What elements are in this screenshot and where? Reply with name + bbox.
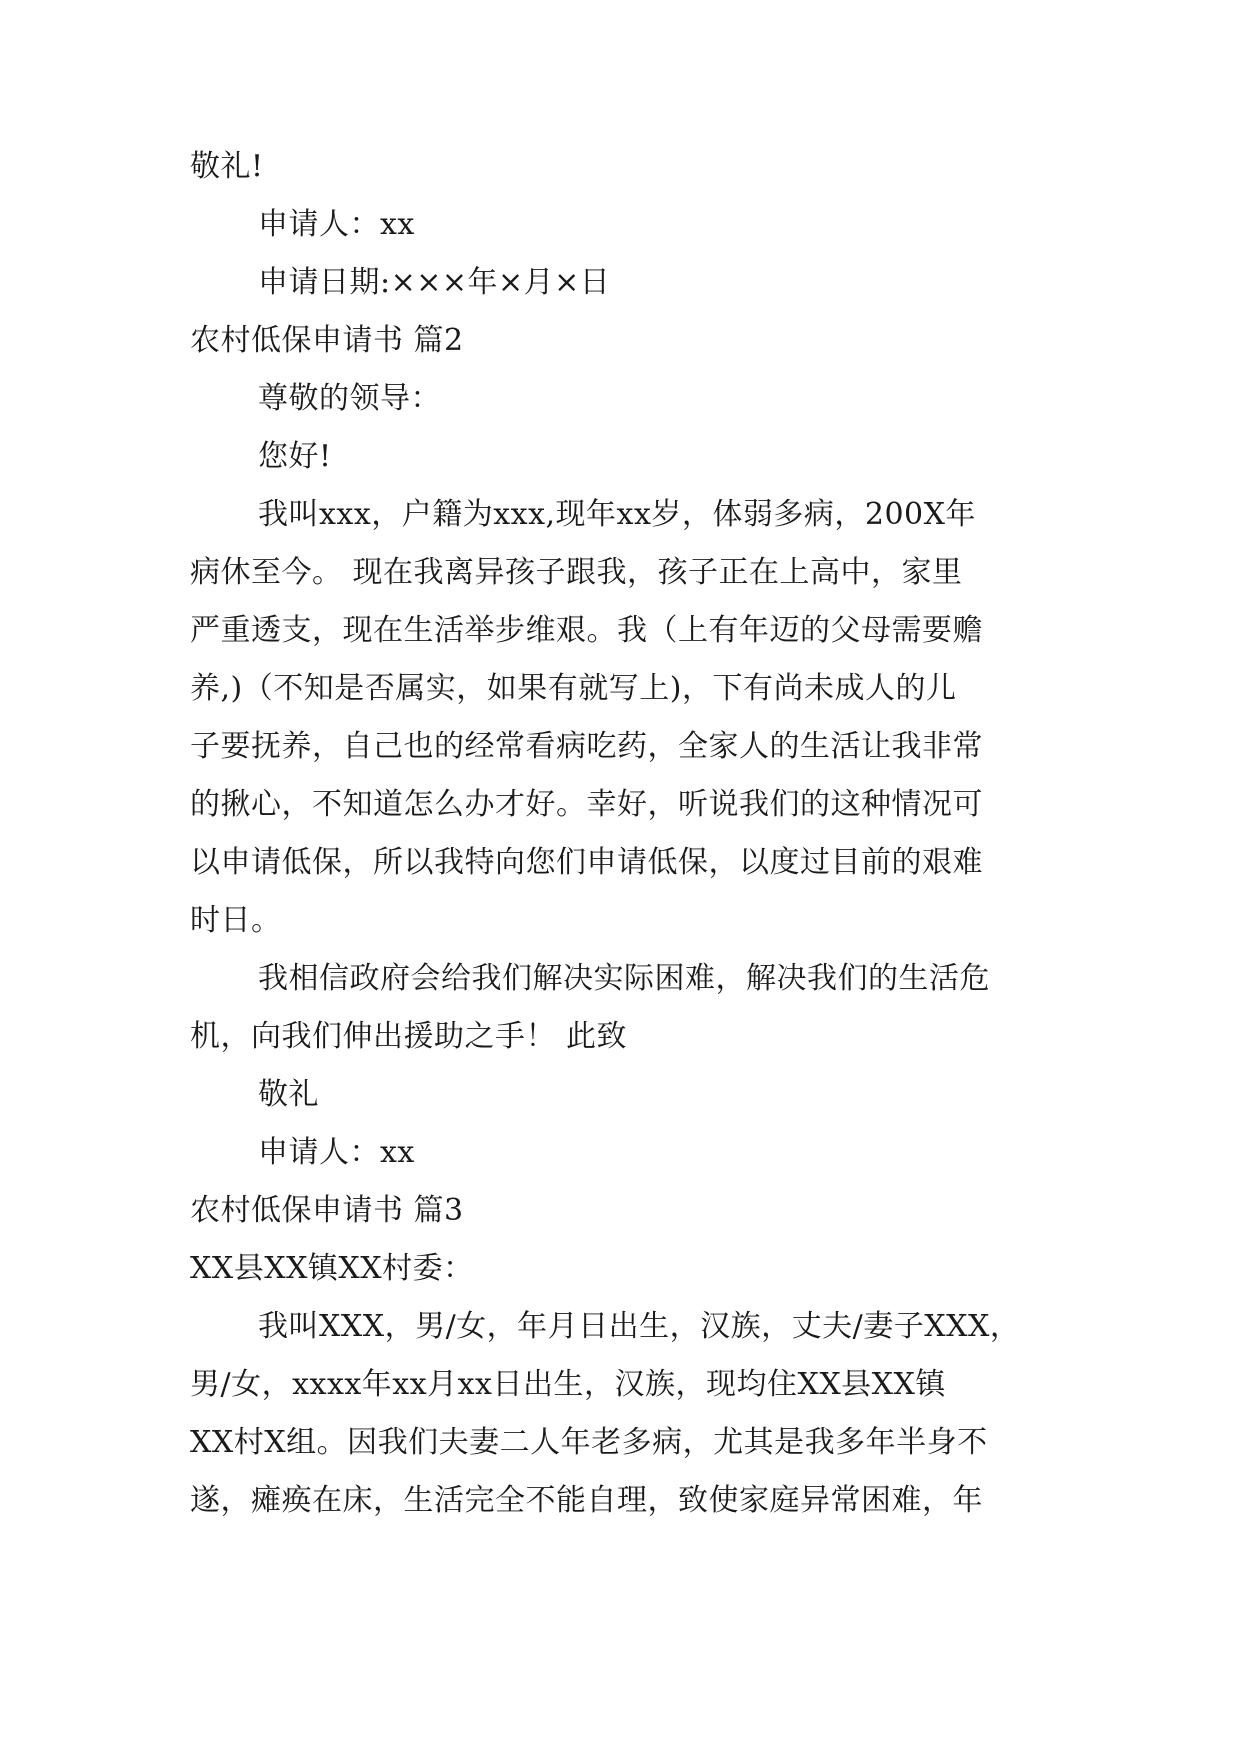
paragraph-line: 时日。: [190, 903, 282, 938]
paragraph-line: 病休至今。 现在我离异孩子跟我，孩子正在上高中，家里: [190, 555, 963, 590]
section-heading: 农村低保申请书 篇2: [190, 323, 464, 358]
greeting-line: 您好!: [258, 439, 332, 474]
paragraph-line: 严重透支，现在生活举步维艰。我（上有年迈的父母需要赡: [190, 613, 983, 648]
paragraph-line: 机，向我们伸出援助之手！ 此致: [190, 1019, 628, 1054]
paragraph-line: 的揪心，不知道怎么办才好。幸好，听说我们的这种情况可: [190, 787, 983, 822]
applicant-line: 申请人：xx: [258, 207, 415, 242]
paragraph-line: 遂，瘫痪在床，生活完全不能自理，致使家庭异常困难，年: [190, 1483, 983, 1518]
paragraph-line: 以申请低保，所以我特向您们申请低保，以度过目前的艰难: [190, 845, 983, 880]
applicant-line: 申请人：xx: [258, 1135, 415, 1170]
paragraph-line: 养,)（不知是否属实，如果有就写上)，下有尚未成人的儿: [190, 671, 957, 706]
greeting-line: 尊敬的领导：: [258, 381, 441, 416]
closing-salutation: 敬礼: [258, 1077, 319, 1112]
paragraph-line: 子要抚养，自己也的经常看病吃药，全家人的生活让我非常: [190, 729, 983, 764]
paragraph-line: 我叫XXX，男/女，年月日出生，汉族，丈夫/妻子XXX，: [258, 1309, 1021, 1344]
addressee-line: XX县XX镇XX村委：: [190, 1251, 474, 1286]
section-heading: 农村低保申请书 篇3: [190, 1193, 464, 1228]
application-date-line: 申请日期:×××年×月×日: [258, 265, 611, 300]
paragraph-line: XX村X组。因我们夫妻二人年老多病，尤其是我多年半身不: [190, 1425, 988, 1460]
closing-salutation: 敬礼!: [190, 149, 264, 184]
paragraph-line: 我相信政府会给我们解决实际困难，解决我们的生活危: [258, 961, 990, 996]
paragraph-line: 男/女，xxxx年xx月xx日出生，汉族，现均住XX县XX镇: [190, 1367, 946, 1402]
paragraph-line: 我叫xxx，户籍为xxx,现年xx岁，体弱多病，200X年: [258, 497, 977, 532]
